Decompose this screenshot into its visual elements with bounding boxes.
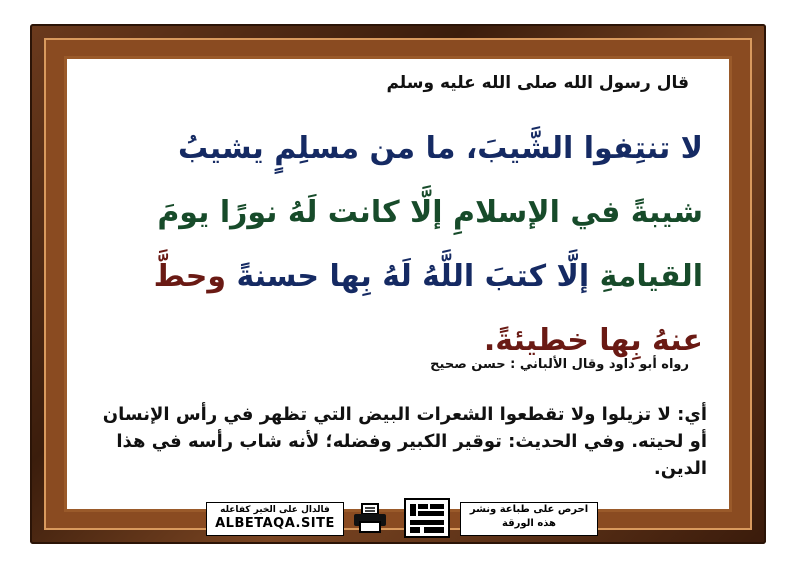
hadith-line-3 [83, 245, 703, 309]
hadith-text [83, 117, 703, 373]
hadith-line-3-start: القيامةِ [599, 259, 703, 294]
hadith-line-4: عنهُ بِها خطيئةً. [483, 323, 703, 358]
print-reminder: احرص على طباعة ونشر هذه الورقة [460, 502, 598, 536]
hadith-line-3-end: وحطَّ [153, 259, 226, 294]
hadith-explanation: أي: لا تزيلوا ولا تقطعوا الشعرات البيض التي تظهر في رأس الإنسان أو لحيته. وفي الحديث: توقير الكبير وفضله؛ لأنه شاب رأسه في هذا الدين. [102, 404, 707, 479]
hadith-line-3-middle: إلَّا كتبَ اللَّهُ لَهُ بِها حسنةً [236, 259, 590, 294]
logo-icon [404, 498, 450, 538]
printer-icon [350, 502, 390, 534]
site-slogan: فالدال على الخير كفاعله [220, 505, 330, 515]
footer-bar [142, 496, 598, 542]
hadith-source: رواه أبو داود وقال الألباني : حسن صحيح [430, 357, 689, 372]
hadith-line-2: شيبةً في الإسلامِ إلَّا كانت لَهُ نورًا يومَ [157, 195, 703, 230]
site-url[interactable]: ALBETAQA.SITE [215, 516, 335, 531]
site-box [206, 502, 344, 536]
hadith-intro: قال رسول الله صلى الله عليه وسلم [386, 73, 689, 93]
hadith-card [64, 56, 732, 512]
hadith-line-1: لا تنتِفوا الشَّيبَ، ما من مسلِمٍ يشيبُ [178, 131, 703, 166]
